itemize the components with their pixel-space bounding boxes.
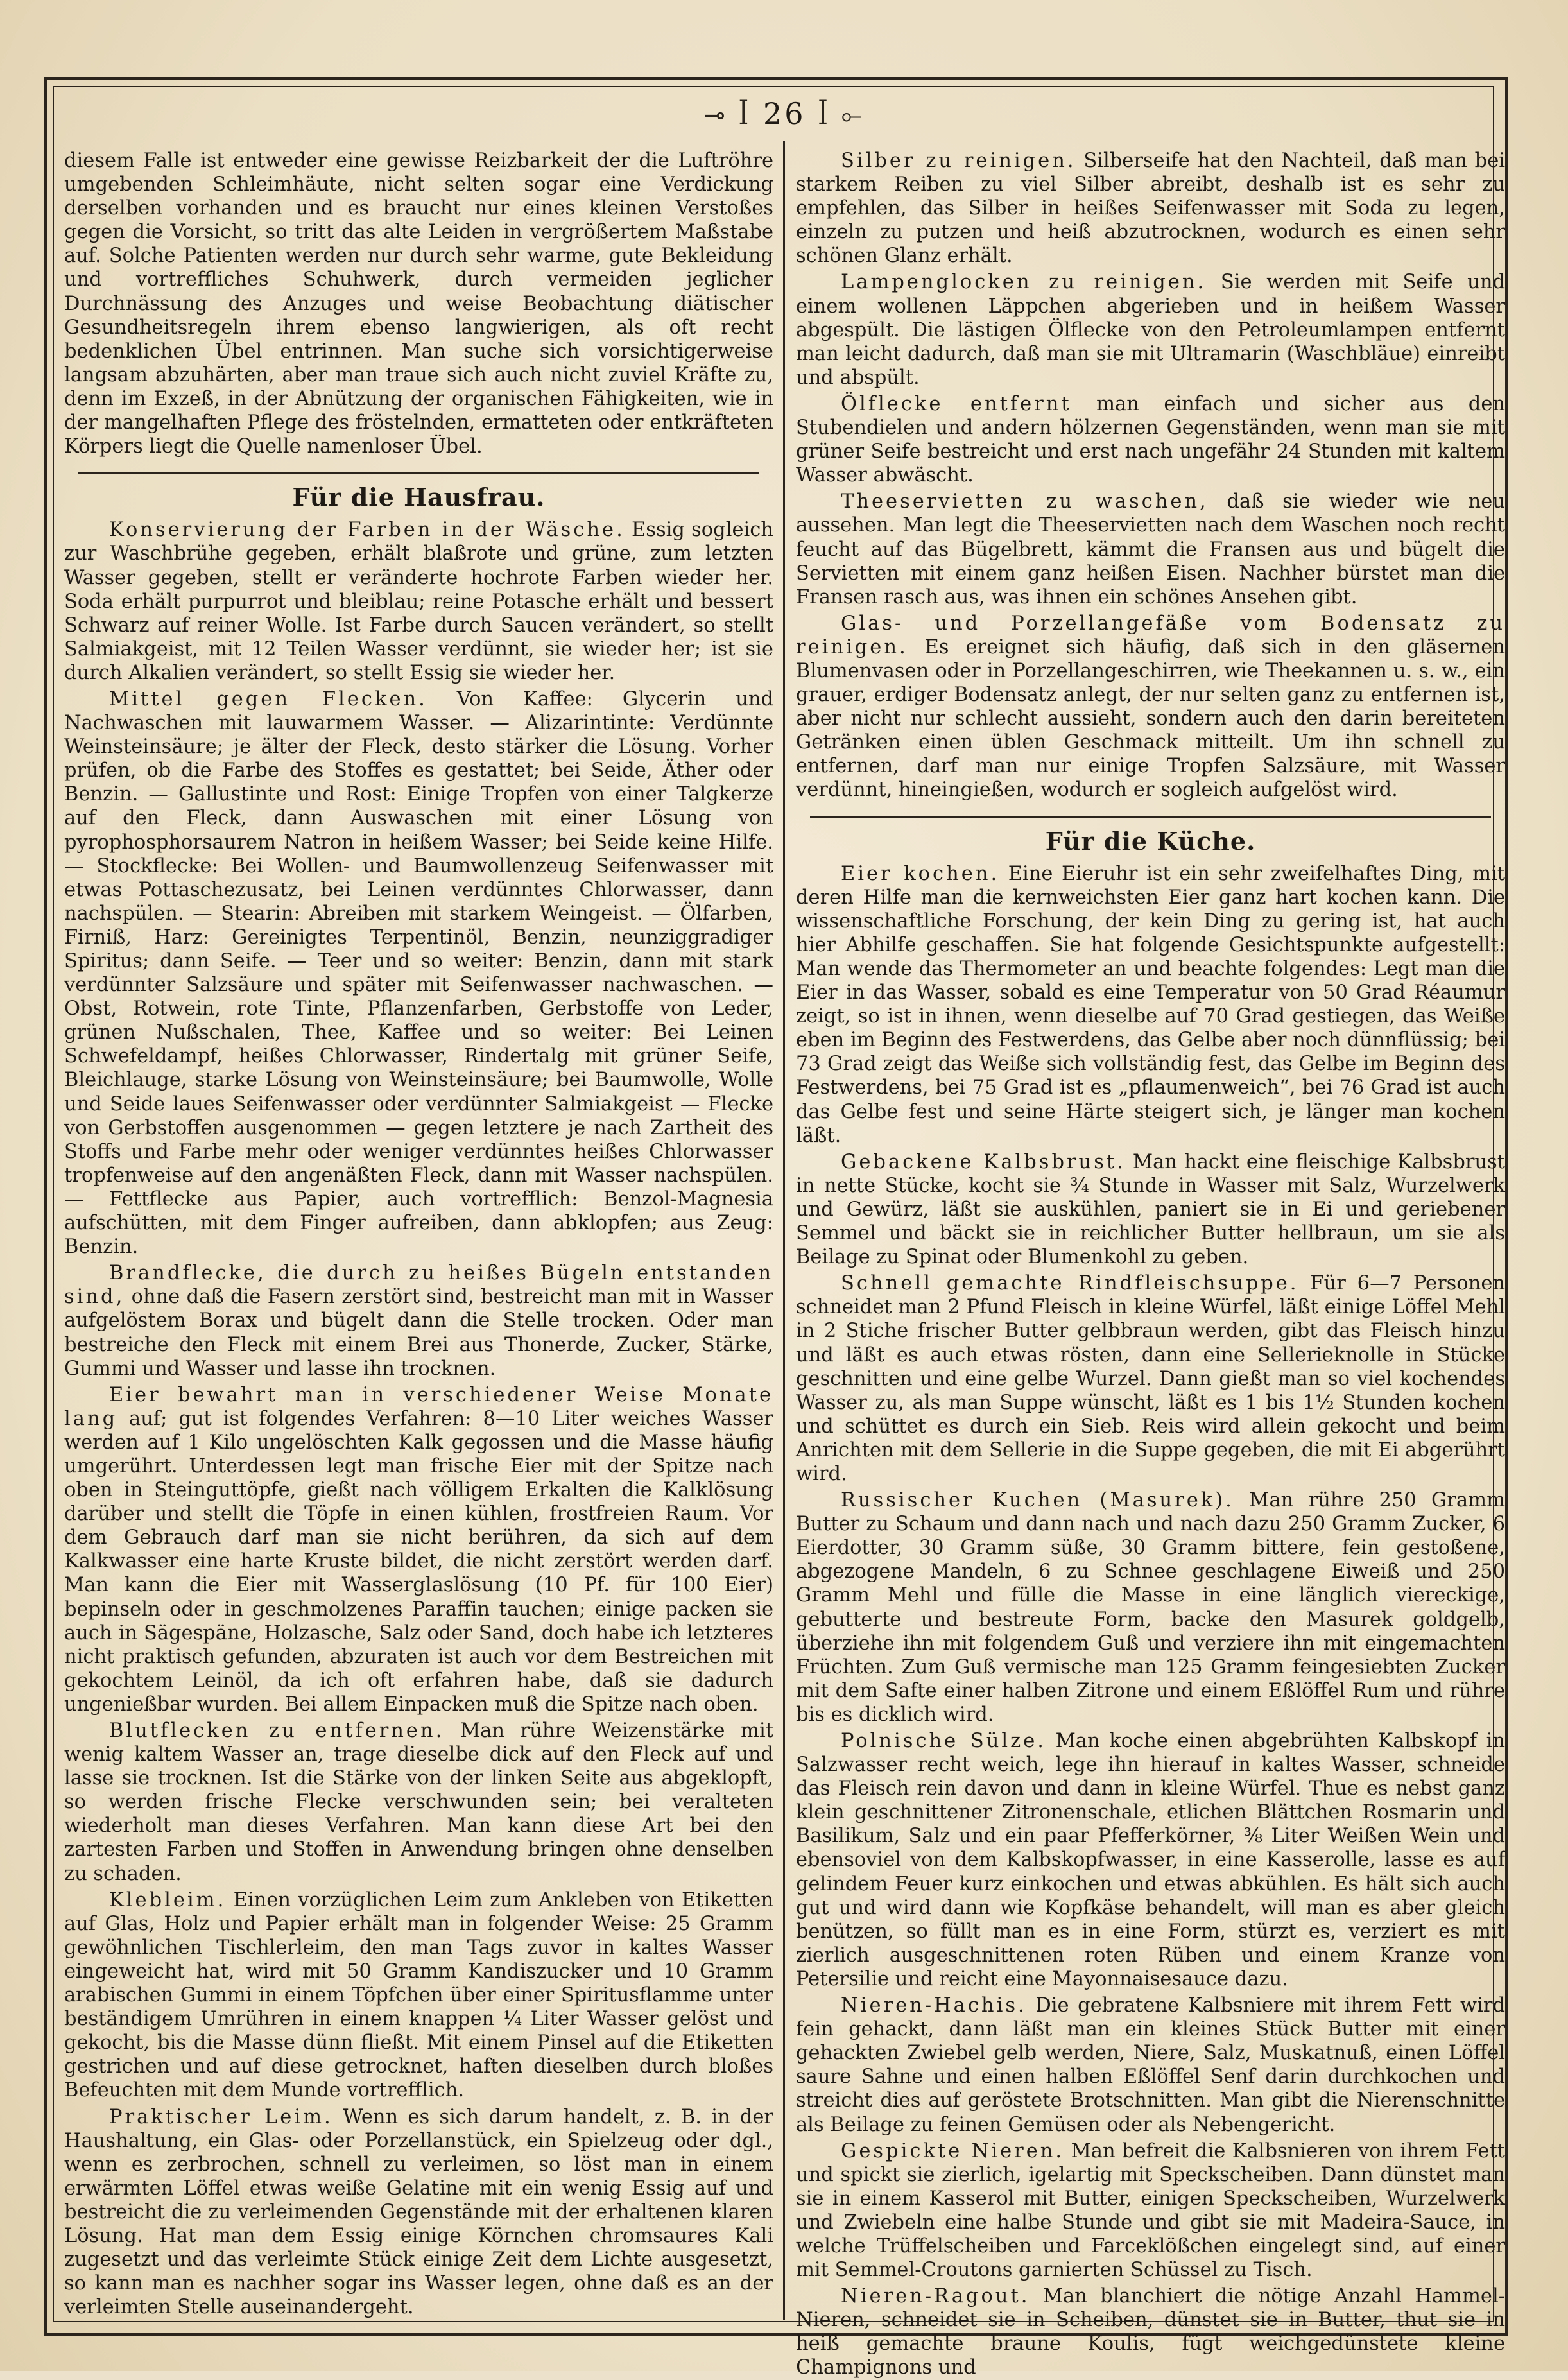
article (64, 1261, 773, 1380)
article-title: Gebackene Kalbsbrust. (841, 1150, 1126, 1173)
article-title: Silber zu reinigen. (841, 150, 1076, 172)
article-body: man einfach und sicher aus den Stubendielen und andern hölzernen Gegenständen, wenn man sie mit grüner Seife bestreicht und erst nach ungefähr 24 Stunden mit kaltem Wasser abwäscht. (796, 392, 1506, 487)
page-number: 26 (762, 96, 806, 131)
article-title: Praktischer Leim. (109, 2105, 333, 2128)
article (796, 392, 1505, 487)
article-title: Gespickte Nieren. (841, 2139, 1065, 2162)
column-divider (783, 141, 785, 2320)
article (796, 270, 1505, 389)
right-column (796, 149, 1506, 2379)
article-body: ohne daß die Fasern zerstört sind, bestreicht man mit in Wasser aufgelöstem Borax und bügelt dann die Stelle trocken. Oder man bestreiche den Fleck mit einem Brei aus Thonerde, Zucker, Stärke, Gummi und Wasser und lasse ihn trocknen. (64, 1286, 773, 1380)
article (796, 1994, 1505, 2137)
section-divider (810, 816, 1491, 818)
left-column (64, 149, 774, 2319)
article-body: auf; gut ist folgendes Verfahren: 8—10 Liter weiches Wasser werden auf 1 Kilo ungelöschten Kalk gegossen und die Masse häufig umgerührt. Unterdessen legt man frische Eier mit der Spitze nach oben in Steinguttöpfe, gießt nach völligem Erkalten die Kalklösung darüber und stellt die Töpfe in einen kühlen, frostfreien Raum. Vor dem Gebrauch darf man sie nicht berühren, da sich auf dem Kalkwasser eine harte Kruste bildet, die nicht zerstört werden darf. Man kann die Eier mit Wasserglaslösung (10 Pf. für 100 Eier) bepinseln oder in geschmolzenes Paraffin tauchen; einige packen sie auch in Sägespäne, Holzasche, Salz oder Sand, doch habe ich letzteres nicht praktisch gefunden, abzuraten ist auch vor dem Bestreichen mit gekochtem Leinöl, da ich oft erfahren habe, daß sie dadurch ungenießbar wurden. Bei allem Einpacken muß die Spitze nach oben. (64, 1407, 773, 1716)
article (796, 1272, 1505, 1486)
article (796, 862, 1505, 1148)
right-ornament-icon: ꟾ ⟜ (818, 101, 865, 130)
article (796, 1729, 1505, 1991)
article (796, 2139, 1505, 2282)
article-title: Eier kochen. (841, 862, 1000, 885)
article (796, 490, 1505, 608)
article-body: Man rühre Weizenstärke mit wenig kaltem Wasser an, trage dieselbe dick auf den Fleck auf und lasse sie trocknen. Ist die Stärke von der linken Seite aus abgeklopft, so werden frische Flecke verschwunden sein; bei veralteten wiederholt man dieses Verfahren. Man kann diese Art bei den zartesten Farben und Stoffen in Anwendung bringen ohne denselben zu schaden. (64, 1720, 773, 1885)
article-title: Nieren-Ragout. (841, 2285, 1030, 2308)
article-title: Konservierung der Farben in der Wäsche. (109, 519, 625, 542)
article-title: Schnell gemachte Rindfleischsuppe. (841, 1272, 1299, 1295)
article-body: daß sie wieder wie neu aussehen. Man legt die Theeservietten nach dem Waschen noch recht feucht auf das Bügelbrett, kämmt die Fransen aus und bügelt die Servietten mit einem ganz heißen Eisen. Nachher bürstet man die Fransen rasch aus, was ihnen ein schönes Ansehen gibt. (796, 490, 1505, 608)
article (64, 518, 773, 685)
left-ornament-icon: ⊸ ꟾ (703, 101, 752, 130)
article (796, 2284, 1505, 2379)
article (796, 1150, 1505, 1269)
article-title: Ölflecke entfernt (841, 392, 1072, 415)
article-title: Theeservietten zu waschen, (841, 490, 1209, 513)
article-title: Glas- und Porzellangefäße vom Bodensatz zu reinigen. (796, 612, 1505, 659)
article-body: Die gebratene Kalbsniere mit ihrem Fett wird fein gehackt, dann läßt man ein kleines Stück Butter mit einer gehackten Zwiebel gelb werden, Niere, Salz, Muskatnuß, einen Löffel saure Sahne und einen halben Eßlöffel Senf darin durchkochen und streicht dies auf geröstete Brotschnitten. Man gibt die Nierenschnitte als Beilage zu feinen Gemüsen oder als Nebengericht. (796, 1994, 1506, 2136)
article-body: Es ereignet sich häufig, daß sich in den gläsernen Blumenvasen oder in Porzellangeschirren, wie Theekannen u. s. w., ein grauer, erdiger Bodensatz anlegt, der nur selten ganz zu entfernen ist, aber nicht nur schlecht aussieht, sondern auch den darin bereiteten Getränken einen üblen Geschmack mitteilt. Um ihn schnell zu entfernen, darf man nur einige Tropfen Salzsäure, mit Wasser verdünnt, hineingießen, wodurch er sogleich aufgelöst wird. (796, 635, 1505, 802)
article (796, 1488, 1505, 1727)
article (64, 2105, 773, 2320)
article-body: Wenn es sich darum handelt, z. B. in der Haushaltung, ein Glas- oder Porzellanstück, ein Spielzeug oder dgl., wenn es zerbrochen, schnell zu verleimen, so löst man in einem erwärmten Löffel etwas weiße Gelatine mit ein wenig Essig auf und bestreicht die zu verleimenden Gegenstände mit der erhaltenen klaren Lösung. Hat man dem Essig einige Körnchen chromsaures Kali zugesetzt und das verleimte Stück einige Zeit dem Lichte ausgesetzt, so kann man es nachher sogar ins Wasser legen, ohne daß es an der verleimten Stelle auseinandergeht. (64, 2105, 774, 2319)
article (64, 1719, 773, 1886)
article-title: Nieren-Hachis. (841, 1994, 1027, 2017)
section-title-kueche: Für die Küche. (1045, 826, 1256, 856)
intro-paragraph: diesem Falle ist entweder eine gewisse Reizbarkeit der die Luftröhre umgebenden Schleimhäute, nicht selten sogar eine Verdickung derselben vorhanden und es braucht nur eines kleinen Verstoßes gegen die Vorsicht, so tritt das alte Leiden in vergrößertem Maßstabe auf. Solche Patienten werden nur durch sehr warme, gute Bekleidung und vortreffliches Schuhwerk, durch vermeiden jeglicher Durchnässung des Anzuges und weise Beobachtung diätischer Gesundheitsregeln ihrem ebenso langwierigen, als oft recht bedenklichen Übel entrinnen. Man suche sich vorsichtigerweise langsam abzuhärten, aber man traue sich auch nicht zuviel Kräfte zu, denn im Exzeß, in der Abnützung der organischen Fähigkeiten, wie in der mangelhaften Pflege des fröstelnden, ermatteten oder entkräfteten Körpers liegt die Quelle namenloser Übel. (64, 150, 773, 458)
article-title: Polnische Sülze. (841, 1730, 1046, 1752)
article-body: Silberseife hat den Nachteil, daß man bei starkem Reiben zu viel Silber abreibt, deshalb ist es sehr zu empfehlen, das Silber in heißes Seifenwasser mit Soda zu legen, einzeln zu putzen und heiß abzutrocknen, wodurch es einen sehr schönen Glanz erhält. (796, 150, 1505, 268)
article-title: Mittel gegen Flecken. (109, 687, 427, 711)
article-body: Man rühre 250 Gramm Butter zu Schaum und dann nach und nach dazu 250 Gramm Zucker, 6 Eierdotter, 30 Gramm süße, 30 Gramm bittere, fein gestoßene, abgezogene Mandeln, 6 zu Schnee geschlagene Eiweiß und 250 Gramm Mehl und fülle die Masse in eine länglich viereckige, gebutterte und bestreute Form, backe den Masurek goldgelb, überziehe ihn mit folgendem Guß und verziere ihn mit eingemachten Früchten. Zum Guß vermische man 125 Gramm feingesiebten Zucker mit dem Safte einer halben Zitrone und einem Eßlöffel Rum und rühre bis es dicklich wird. (796, 1489, 1505, 1726)
article (796, 149, 1505, 268)
article-title: Russischer Kuchen (Masurek). (841, 1489, 1234, 1512)
article-title: Brandflecke, die durch zu heißes Bügeln entstanden sind, (64, 1262, 773, 1309)
article (64, 687, 773, 1259)
article-title: Klebleim. (109, 1888, 227, 1911)
article-title: Eier bewahrt man in verschiedener Weise Monate lang (64, 1383, 773, 1430)
section-title-hausfrau: Für die Hausfrau. (292, 483, 546, 512)
article-body: Sie werden mit Seife und einem wollenen Läppchen abgerieben und in heißem Wasser abgespült. Die lästigen Ölflecke von den Petroleumlampen entfernt man leicht dadurch, daß man sie mit Ultramarin (Waschbläue) einreibt und abspült. (796, 271, 1505, 389)
article (64, 1888, 773, 2103)
article-title: Blutflecken zu entfernen. (109, 1720, 445, 1742)
article-body: Eine Eieruhr ist ein sehr zweifelhaftes Ding, mit deren Hilfe man die kernweichsten Eier ganz hart kochen kann. Die wissenschaftliche Forschung, der kein Ding zu gering ist, hat auch hier Abhilfe geschaffen. Sie hat folgende Gesichtspunkte aufgestellt: Man wende das Thermometer an und beachte folgendes: Legt man die Eier in das Wasser, sobald es eine Temperatur von 50 Grad Réaumur zeigt, so ist in ihnen, wenn dieselbe auf 70 Grad gestiegen, das Weiße eben im Beginn des Festwerdens, das Gelbe aber noch dünnflüssig; bei 73 Grad zeigt das Weiße sich vollständig fest, das Gelbe im Beginn des Festwerdens, bei 75 Grad ist es „pflaumenweich“, bei 76 Grad ist auch das Gelbe fest und seine Härte steigert sich, je länger man kochen läßt. (796, 862, 1506, 1147)
article-body: Für 6—7 Personen schneidet man 2 Pfund Fleisch in kleine Würfel, läßt einige Löffel Mehl in 2 Stiche frischer Butter gelbbraun werden, gibt das Fleisch hinzu und läßt es auch etwas rösten, dann eine Sellerieknolle in Stücke geschnitten und eine gelbe Wurzel. Dann gießt man so viel kochendes Wasser zu, als man Suppe wünscht, läßt es 1 bis 1½ Stunden kochen und schüttet es durch ein Sieb. Reis wird allein gekocht und beim Anrichten mit dem Sellerie in die Suppe gegeben, die mit Ei abgerührt wird. (796, 1272, 1506, 1485)
article-body: Essig sogleich zur Waschbrühe gegeben, erhält blaßrote und grüne, zum letzten Wasser gegeben, stellt er veränderte hochrote Farben wieder her. Soda erhält purpurrot und bleiblau; reine Potasche erhält und bessert Schwarz auf reiner Wolle. Ist Farbe durch Saucen verändert, so stellt Salmiakgeist, mit 12 Teilen Wasser verdünnt, sie wieder her; ist sie durch Alkalien verändert, so stellt Essig sie wieder her. (64, 519, 773, 684)
article (64, 1383, 773, 1716)
article-body: Von Kaffee: Glycerin und Nachwaschen mit lauwarmem Wasser. — Alizarintinte: Verdünnte Weinsteinsäure; je älter der Fleck, desto stärker die Lösung. Vorher prüfen, ob die Farbe des Stoffes es gestattet; bei Seide, Äther oder Benzin. — Gallustinte und Rost: Einige Tropfen von einer Talgkerze auf den Fleck, dann Auswaschen mit einer Lösung von pyrophosphorsaurem Natron in heißem Wasser; bei Seide keine Hilfe. — Stockflecke: Bei Wollen- und Baumwollenzeug Seifenwasser mit etwas Pottaschezusatz, bei Leinen verdünntes Chlorwasser, dann nachspülen. — Stearin: Abreiben mit starkem Weingeist. — Ölfarben, Firniß, Harz: Gereinigtes Terpentinöl, Benzin, neunziggradiger Spiritus; dann Seife. — Teer und so weiter: Benzin, dann mit stark verdünnter Salzsäure und später mit Seifenwasser nachwaschen. — Obst, Rotwein, rote Tinte, Pflanzenfarben, Gerbstoffe von Leder, grünen Nußschalen, Thee, Kaffee und so weiter: Bei Leinen Schwefeldampf, heißes Chlorwasser, Rindertalg mit grüner Seife, Bleichlauge, starke Lösung von Weinsteinsäure; bei Baumwolle, Wolle und Seide laues Seifenwasser oder verdünnter Salmiakgeist — Flecke von Gerbstoffen ausgenommen — gegen letztere je nach Zartheit des Stoffs und Farbe mehr oder weniger verdünntes heißes Chlorwasser tropfenweise auf den angenäßten Fleck, dann mit Wasser nachspülen. — Fettflecke aus Papier, auch vortrefflich: Benzol-Magnesia aufschütten, mit dem Finger aufreiben, dann abklopfen; aus Zeug: Benzin. (64, 687, 774, 1259)
article-title: Lampenglocken zu reinigen. (841, 271, 1207, 294)
page-number-header (0, 96, 1568, 131)
article-body: Man blanchiert die nötige Anzahl Hammel-Nieren, schneidet sie in Scheiben, dünstet sie in Butter, thut sie in heiß gemachte braune Koulis, fügt weichgedünstete kleine Champignons und (796, 2285, 1505, 2379)
article-body: Man hackt eine fleischige Kalbsbrust in nette Stücke, kocht sie ¾ Stunde in Wasser mit Salz, Wurzelwerk und Gewürz, läßt sie auskühlen, paniert sie in Ei und geriebener Semmel und bäckt sie in reichlicher Butter hellbraun, um sie als Beilage zu Spinat oder Blumenkohl zu geben. (796, 1150, 1505, 1269)
article-body: Man koche einen abgebrühten Kalbskopf in Salzwasser recht weich, lege ihn hierauf in kaltes Wasser, schneide das Fleisch rein davon und dann in kleine Würfel. Thue es nebst ganz klein geschnittener Zitronenschale, etlichen Blättchen Rosmarin und Basilikum, Salz und ein paar Pfefferkörner, ⅜ Liter Weißen Wein und ebensoviel von dem Kalbskopfwasser, in eine Kasserolle, lasse es auf gelindem Feuer kurz einkochen und etwas abkühlen. Es hält sich auch gut und wird dann wie Kopfkäse behandelt, will man es aber gleich benützen, so füllt man es in eine Form, stürzt es, verziert es mit zierlich ausgeschnittenen roten Rüben und einem Kranze von Petersilie und reicht eine Mayonnaisesauce dazu. (796, 1730, 1505, 1990)
article (796, 612, 1505, 802)
article-body: Man befreit die Kalbsnieren von ihrem Fett und spickt sie zierlich, igelartig mit Speckscheiben. Dann dünstet man sie in einem Kasserol mit Butter, einigen Speckscheiben, Wurzelwerk und Zwiebeln eine halbe Stunde und gibt sie mit Madeira-Sauce, in welche Trüffelscheiben und Farceklößchen eingelegt sind, auf einer mit Semmel-Croutons garnierten Schüssel zu Tisch. (796, 2139, 1505, 2282)
section-divider (78, 472, 759, 474)
article-body: Einen vorzüglichen Leim zum Ankleben von Etiketten auf Glas, Holz und Papier erhält man in folgender Weise: 25 Gramm gewöhnlichen Tischlerleim, den man Tags zuvor in kaltes Wasser eingeweicht hat, wird mit 50 Gramm Kandiszucker und 10 Gramm arabischen Gummi in einem Töpfchen über einer Spiritusflamme unter beständigem Umrühren in einem knappen ¼ Liter Wasser gelöst und gekocht, bis die Masse dünn fließt. Mit einem Pinsel auf die Etiketten gestrichen und auf diese getrocknet, haften dieselben durch bloßes Befeuchten mit dem Munde vortrefflich. (64, 1888, 773, 2102)
